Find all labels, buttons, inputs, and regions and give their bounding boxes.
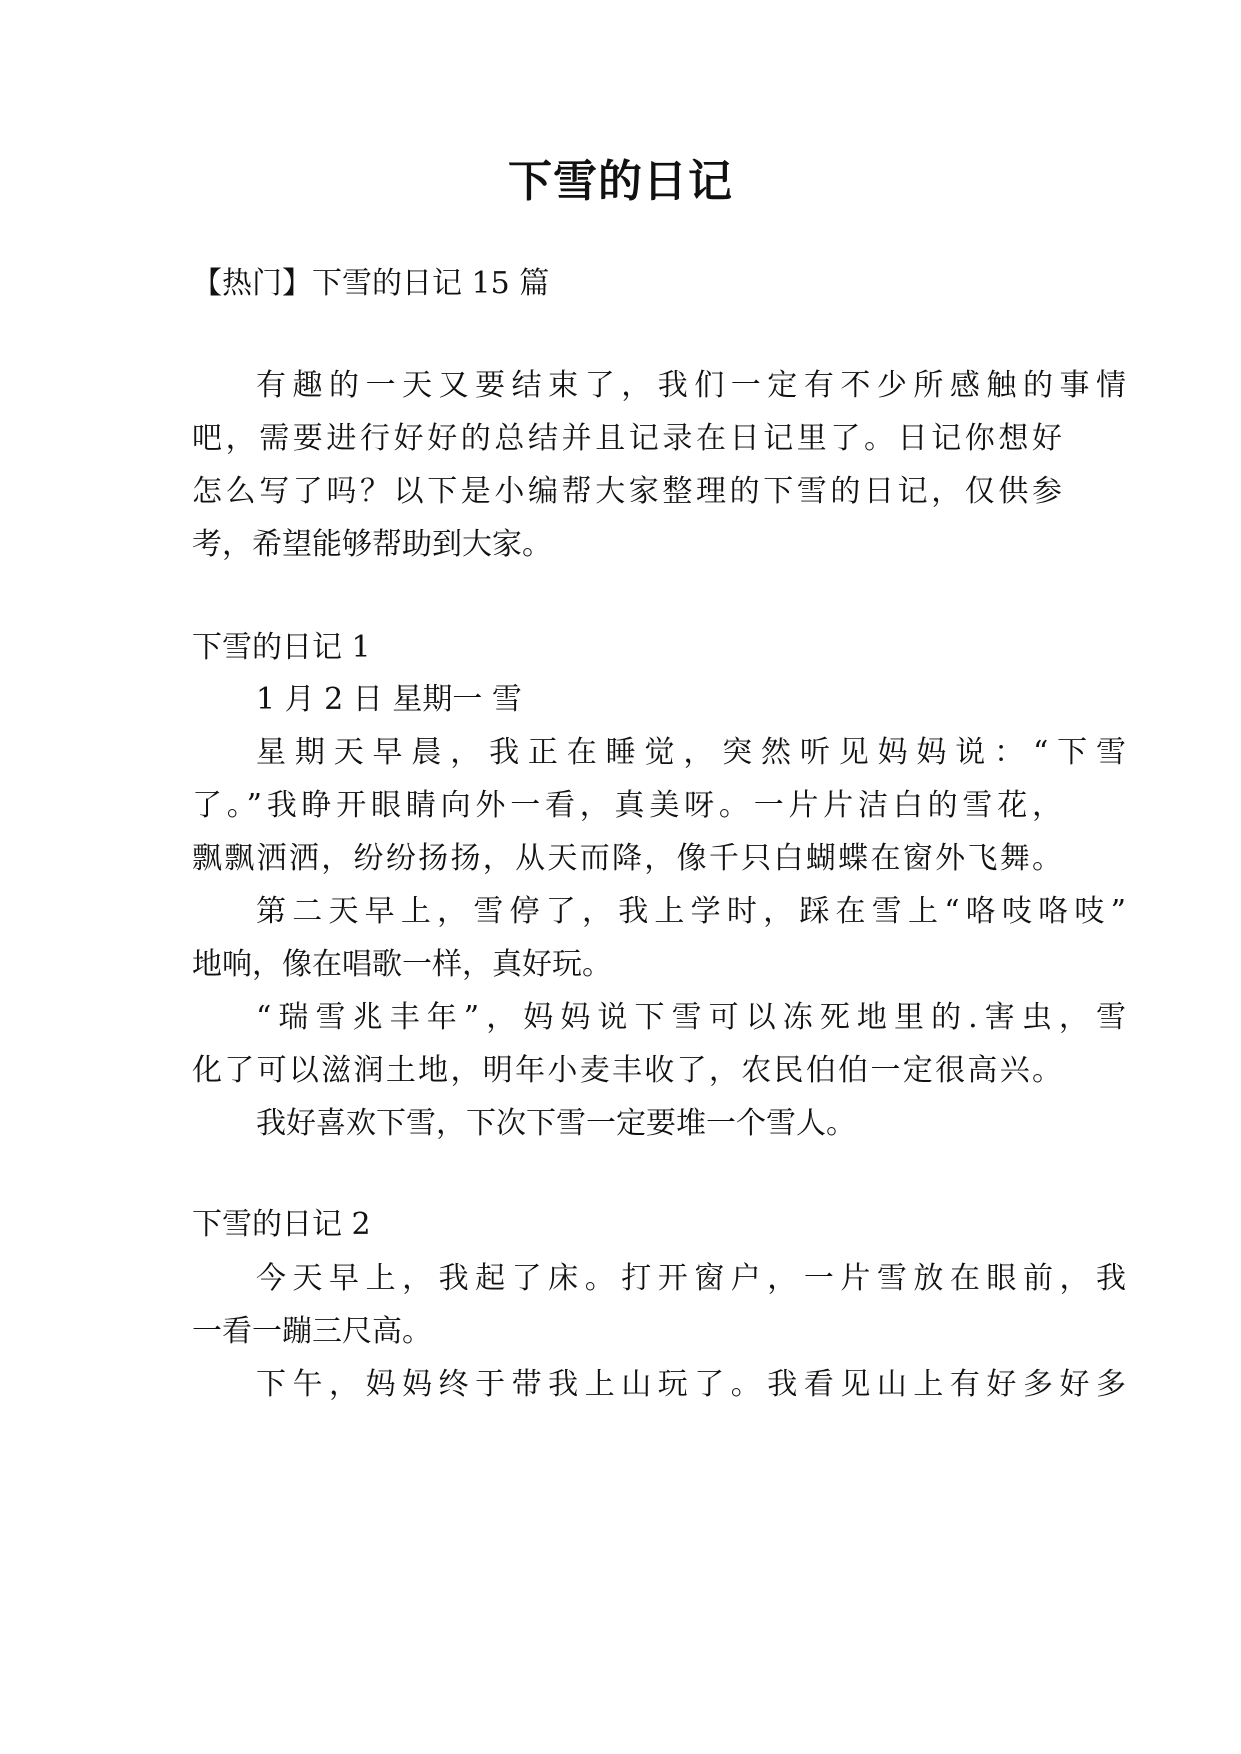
- diary-date-line: 1 月 2 日 星期一 雪: [256, 682, 522, 717]
- diary-heading: 下雪的日记 1: [192, 630, 371, 665]
- diary-line: 我好喜欢下雪，下次下雪一定要堆一个雪人。: [256, 1106, 856, 1141]
- diary-line: 化了可以滋润土地，明年小麦丰收了，农民伯伯一定很高兴。: [192, 1053, 1062, 1088]
- intro-line: 考，希望能够帮助到大家。: [192, 527, 552, 562]
- document-title: 下雪的日记: [508, 156, 733, 207]
- diary-line: “瑞雪兆丰年”，妈妈说下雪可以冻死地里的.害虫，雪: [256, 1000, 1126, 1035]
- intro-line: 吧，需要进行好好的总结并且记录在日记里了。日记你想好: [192, 421, 1062, 456]
- intro-line: 有趣的一天又要结束了，我们一定有不少所感触的事情: [256, 368, 1126, 403]
- diary-line: 了。”我睁开眼睛向外一看，真美呀。一片片洁白的雪花，: [192, 788, 1062, 823]
- diary-line: 一看一蹦三尺高。: [192, 1314, 432, 1349]
- diary-line: 第二天早上，雪停了，我上学时，踩在雪上“咯吱咯吱”: [256, 894, 1126, 929]
- diary-line: 下午，妈妈终于带我上山玩了。我看见山上有好多好多: [256, 1367, 1126, 1402]
- diary-line: 地响，像在唱歌一样，真好玩。: [192, 947, 612, 982]
- diary-line: 飘飘洒洒，纷纷扬扬，从天而降，像千只白蝴蝶在窗外飞舞。: [192, 841, 1062, 876]
- diary-line: 星期天早晨，我正在睡觉，突然听见妈妈说：“下雪: [256, 735, 1126, 770]
- diary-heading: 下雪的日记 2: [192, 1207, 371, 1242]
- document-subtitle: 【热门】下雪的日记 15 篇: [192, 266, 550, 301]
- intro-line: 怎么写了吗？以下是小编帮大家整理的下雪的日记，仅供参: [192, 474, 1062, 509]
- diary-line: 今天早上，我起了床。打开窗户，一片雪放在眼前，我: [256, 1261, 1126, 1296]
